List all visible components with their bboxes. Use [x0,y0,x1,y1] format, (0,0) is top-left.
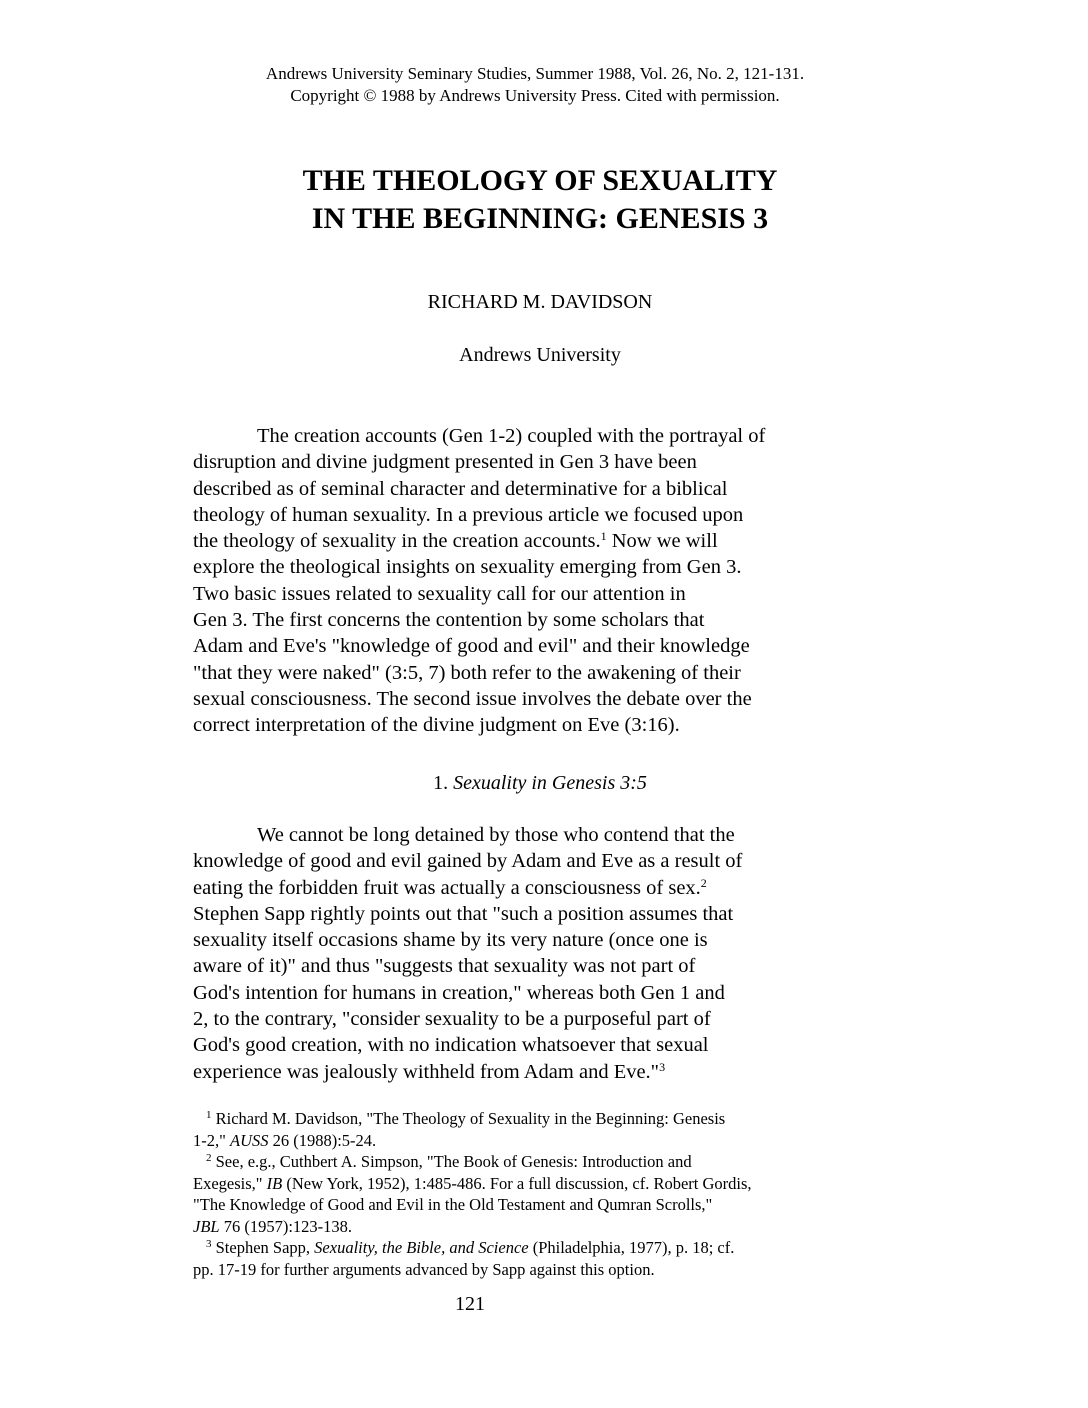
footnote-text: See, e.g., Cuthbert A. Simpson, "The Book of Genesis: Introduction and [211,1152,692,1171]
footnote-text: (New York, 1952), 1:485-486. For a full discussion, cf. Robert Gordis, [282,1173,752,1193]
footnote-3 [193,1237,883,1259]
copyright-line: Copyright © 1988 by Andrews University Press. Cited with permission. [290,86,780,105]
footnote-mark: 2 [206,1152,212,1164]
text-line: 2, to the contrary, "consider sexuality to be a purposeful part of [193,1008,711,1031]
footnote-2-cont: "The Knowledge of Good and Evil in the Old Testament and Qumran Scrolls," [193,1195,713,1214]
article-title [140,162,940,238]
text-line [193,1059,873,1085]
text-line: disruption and divine judgment presented in Gen 3 have been [193,451,697,474]
text-line: The creation accounts (Gen 1-2) coupled with the portrayal of [257,425,766,447]
text-line: God's intention for humans in creation," whereas both Gen 1 and [193,981,725,1004]
footnote-text: 1-2," [193,1130,230,1150]
footnote-ref-3[interactable]: 3 [659,1059,666,1074]
footnote-text: 76 (1957):123-138. [219,1216,353,1236]
text-line: knowledge of good and evil gained by Adam and Eve as a result of [193,850,743,873]
footnote-2-cont [193,1216,883,1238]
text-line: sexuality itself occasions shame by its very nature (once one is [193,929,708,952]
section-number: 1. [433,772,454,794]
text-segment: Now we will [606,530,718,553]
text-line: Stephen Sapp rightly points out that "such a position assumes that [193,902,734,925]
journal-abbrev: JBL [193,1216,220,1236]
text-line: correct interpretation of the divine judgment on Eve (3:16). [193,714,680,737]
text-line: Gen 3. The first concerns the contention by some scholars that [193,609,705,632]
paragraph-intro [193,423,873,739]
footnote-text: Stephen Sapp, [211,1238,315,1257]
text-line: described as of seminal character and determinative for a biblical [193,477,728,500]
journal-abbrev: IB [266,1173,283,1193]
text-segment: the theology of sexuality in the creation accounts. [193,530,601,553]
title-line-1: THE THEOLOGY OF SEXUALITY [302,164,778,197]
journal-citation-header [130,63,940,107]
journal-abbrev: AUSS [229,1130,269,1150]
text-line: Two basic issues related to sexuality call for our attention in [193,582,686,605]
text-line: aware of it)" and thus "suggests that sexuality was not part of [193,955,696,978]
page-number: 121 [455,1293,485,1315]
footnote-2-cont [193,1173,883,1195]
author-name: RICHARD M. DAVIDSON [427,291,653,313]
footnote-text: 26 (1988):5-24. [268,1130,377,1150]
text-line [193,875,873,901]
text-line [193,528,873,554]
text-line: sexual consciousness. The second issue involves the debate over the [193,687,752,710]
book-title: Sexuality, the Bible, and Science [314,1238,529,1257]
footnotes [193,1108,883,1280]
footnote-mark: 1 [206,1109,212,1121]
text-line: God's good creation, with no indication whatsoever that sexual [193,1034,709,1057]
citation-line: Andrews University Seminary Studies, Summer 1988, Vol. 26, No. 2, 121-131. [265,64,805,83]
footnote-1-cont [193,1130,883,1152]
text-line: theology of human sexuality. In a previous article we focused upon [193,503,744,526]
footnote-mark: 3 [206,1238,212,1250]
author-affiliation: Andrews University [459,344,621,366]
text-segment: eating the forbidden fruit was actually a consciousness of sex. [193,876,701,899]
text-line: Adam and Eve's "knowledge of good and evil" and their knowledge [193,635,750,658]
section-title: Sexuality in Genesis 3:5 [453,772,647,794]
footnote-text: Richard M. Davidson, "The Theology of Sexuality in the Beginning: Genesis [211,1109,726,1128]
footnote-1 [193,1108,883,1130]
footnote-text: (Philadelphia, 1977), p. 18; cf. [528,1238,735,1257]
footnote-ref-2[interactable]: 2 [700,875,707,890]
paragraph-section-1 [193,822,873,1085]
section-heading [140,771,940,795]
text-segment: experience was jealously withheld from Adam and Eve." [193,1060,660,1083]
text-line: explore the theological insights on sexuality emerging from Gen 3. [193,556,742,579]
text-line: "that they were naked" (3:5, 7) both refer to the awakening of their [193,661,741,684]
footnote-2 [193,1151,883,1173]
text-line: We cannot be long detained by those who contend that the [257,824,735,846]
title-line-2: IN THE BEGINNING: GENESIS 3 [311,202,769,235]
footnote-text: Exegesis," [193,1173,267,1193]
footnote-3-cont: pp. 17-19 for further arguments advanced by Sapp against this option. [193,1259,655,1279]
footnote-ref-1[interactable]: 1 [600,529,607,544]
